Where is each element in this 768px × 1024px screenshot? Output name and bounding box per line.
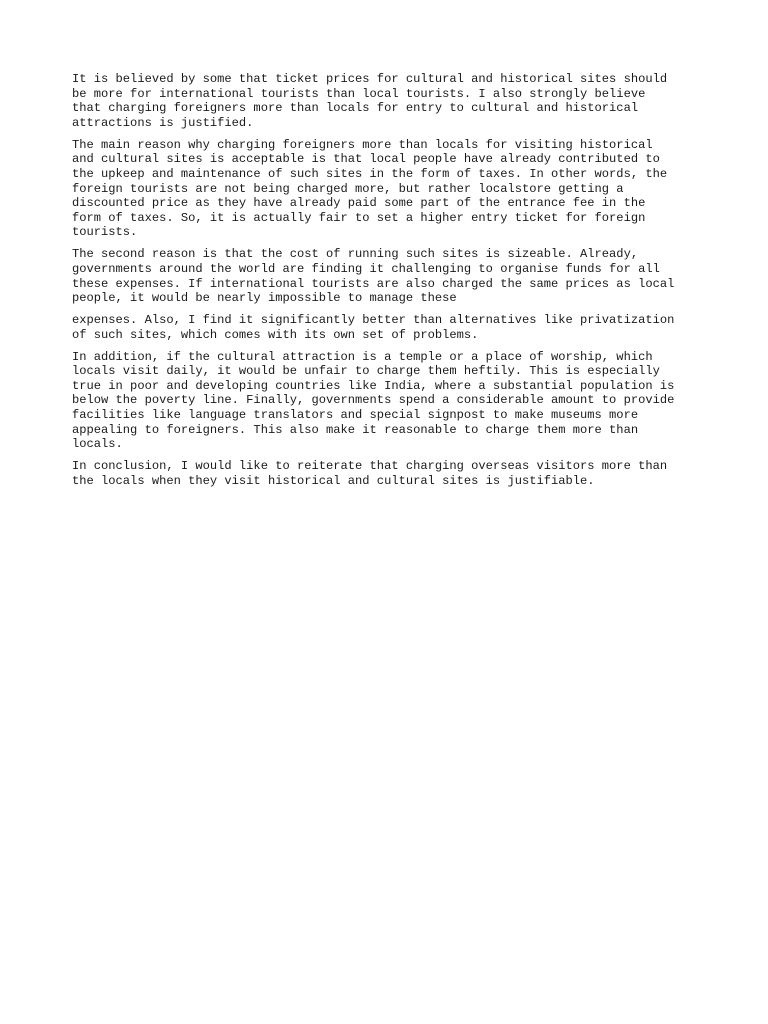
text-line: these expenses. If international tourists are also charged the same prices as local <box>72 276 675 291</box>
text-line: The second reason is that the cost of running such sites is sizeable. Already, <box>72 247 639 262</box>
text-line: locals visit daily, it would be unfair to charge them heftily. This is especially <box>72 364 660 379</box>
text-line: expenses. Also, I find it significantly better than alternatives like privatization <box>72 313 675 328</box>
paragraph-expenses <box>72 313 712 342</box>
text-line: and cultural sites is acceptable is that local people have already contributed to <box>72 152 660 167</box>
paragraph-addition <box>72 350 712 452</box>
text-line: the locals when they visit historical and cultural sites is justifiable. <box>72 473 595 488</box>
text-line: be more for international tourists than local tourists. I also strongly believe <box>72 86 646 101</box>
text-line: locals. <box>72 437 123 452</box>
text-line: The main reason why charging foreigners more than locals for visiting historical <box>72 137 653 152</box>
text-line: attractions is justified. <box>72 115 254 130</box>
paragraph-main-reason <box>72 138 712 240</box>
document-page <box>72 72 712 496</box>
paragraph-conclusion <box>72 459 712 488</box>
text-line: the upkeep and maintenance of such sites in the form of taxes. In other words, the <box>72 166 668 181</box>
text-line: It is believed by some that ticket prices for cultural and historical sites should <box>72 72 668 86</box>
text-line: form of taxes. So, it is actually fair to set a higher entry ticket for foreign <box>72 210 646 225</box>
text-line: In addition, if the cultural attraction is a temple or a place of worship, which <box>72 349 653 364</box>
text-line: tourists. <box>72 225 138 240</box>
text-line: that charging foreigners more than locals for entry to cultural and historical <box>72 101 639 116</box>
text-line: true in poor and developing countries like India, where a substantial population is <box>72 378 675 393</box>
text-line: facilities like language translators and special signpost to make museums more <box>72 408 639 423</box>
text-line: people, it would be nearly impossible to manage these <box>72 291 457 306</box>
text-line: governments around the world are finding it challenging to organise funds for all <box>72 261 660 276</box>
text-line: of such sites, which comes with its own set of problems. <box>72 327 479 342</box>
paragraph-second-reason <box>72 247 712 305</box>
paragraph-intro <box>72 72 712 130</box>
text-line: appealing to foreigners. This also make it reasonable to charge them more than <box>72 422 639 437</box>
text-line: foreign tourists are not being charged more, but rather localstore getting a <box>72 181 624 196</box>
text-line: below the poverty line. Finally, governments spend a considerable amount to provide <box>72 393 675 408</box>
text-line: discounted price as they have already paid some part of the entrance fee in the <box>72 196 646 211</box>
text-line: In conclusion, I would like to reiterate that charging overseas visitors more than <box>72 459 668 474</box>
